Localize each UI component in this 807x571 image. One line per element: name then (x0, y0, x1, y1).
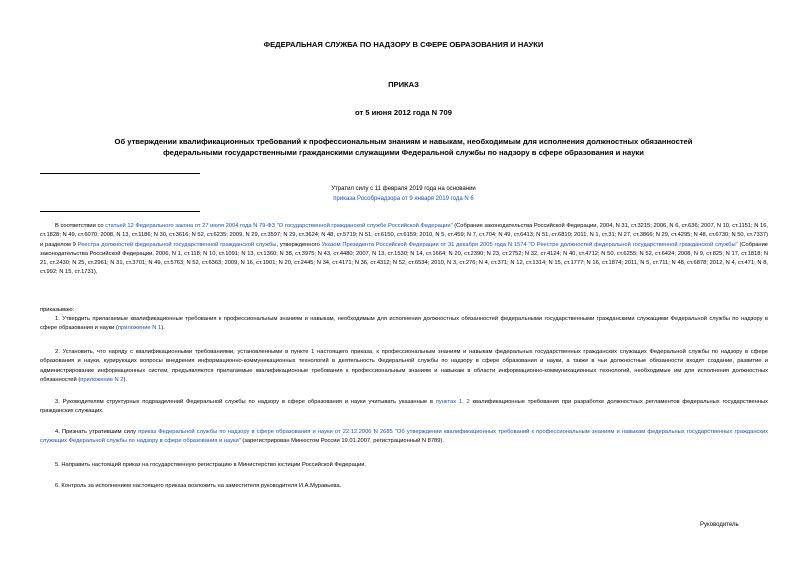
document-title (40, 136, 767, 158)
revocation-order-link[interactable]: приказа Рособрнадзора от 9 января 2019 года N 6 (333, 196, 474, 202)
preamble-paragraph (40, 222, 768, 278)
item-2 (40, 348, 768, 385)
law-article-12-link[interactable]: статьей 12 Федерального закона от 27 июля 2004 года N 79-ФЗ "О государственной гражданской службе Российской Федерации" (105, 223, 453, 229)
item-1 (40, 315, 768, 334)
appendix-1-link[interactable]: приложение N 1 (117, 325, 162, 332)
item-2-end: ). (123, 376, 128, 383)
item-1-end: ). (161, 325, 165, 332)
positions-registry-link[interactable]: Реестра должностей федеральной государственной гражданской службы (77, 241, 277, 248)
document-title-line-2: федеральными государственными гражданскими служащими Федеральной службы по надзору в сфере образования и науки (163, 148, 644, 157)
agency-name: ФЕДЕРАЛЬНАЯ СЛУЖБА ПО НАДЗОРУ В СФЕРЕ ОБРАЗОВАНИЯ И НАУКИ (263, 40, 544, 49)
items-1-2-link[interactable]: пунктах 1, 2 (435, 399, 470, 405)
item-3-end: квалификационные требования при разработке должностных регламентов федеральных государственных гражданских служащих. (40, 399, 768, 415)
preamble-lead: В соответствии со (55, 223, 106, 229)
item-5: 5. Направить настоящий приказ на государственную регистрацию в Министерство юстиции Российской Федерации. (55, 462, 367, 468)
item-3 (40, 398, 768, 417)
document-date-number: от 5 июня 2012 года N 709 (355, 108, 452, 117)
item-2-text: 2. Установить, что наряду с квалификационными требованиями, установленными в пункте 1 настоящего приказа, к профессиональным знаниям и навыкам федеральных государственных гражданских служащих Федеральной службы по надзору в сфере образования и науки, курирующих вопросы внедрения информационно-коммуникационных технологий в деятельность Федеральной службы по надзору в сфере образования и науки, а также в чьи должностные обязанности входят создание, развитие и администрирование информационных систем, предъявляются прилагаемые квалификационные требования к профессиональным знаниям и навыкам в области информационно-коммуникационных технологий, необходимые им для исполнения должностных обязанностей ( (40, 349, 768, 383)
preamble-text-2: (Собрание законодательства Российской Федерации, 2004, N 31, ст.3215; 2006, N 6, ст.636; 2007, N 10, ст.1151; N 16, ст.1828; N 49, ст.6070; 2008, N 13, ст.1186; N 30, ст.3616; N 52, ст.6235; 2009, N 29, ст.3597; N 29, ст.3624; N 48, ст.5719; N 51, ст.6150, ст.6159; 2010, N 5, ст.459; N 7, ст.704; N 49, ст.6413; N 51, ст.6810; 2011, N 1, ст.31; N 27, ст.3866; N 29, ст.4295; N 48, ст.6730; N 50, ст.7337) и разделом 9 (40, 223, 768, 248)
item-1-text: 1. Утвердить прилагаемые квалификационные требования к профессиональным знаниям и навыкам, необходимым для исполнения должностных обязанностей федеральными государственными гражданскими служащими Федеральной службы по надзору в сфере образования и науки ( (40, 316, 768, 332)
item-4-text: 4. Признать утратившим силу (55, 429, 139, 435)
revocation-notice (240, 184, 567, 204)
order-word: приказываю: (40, 307, 75, 313)
item-4-end: (зарегистрирован Минюстом России 19.01.2007, регистрационный N 8789). (240, 438, 444, 445)
preamble-text-3: , утвержденного (276, 241, 322, 248)
item-4 (40, 428, 768, 447)
divider-top (40, 173, 200, 174)
document-title-line-1: Об утверждении квалификационных требований к профессиональным знаниям и навыкам, необходимым для исполнения должностных обязанностей (114, 137, 693, 146)
president-decree-link[interactable]: Указом Президента Российской Федерации от 31 декабря 2005 года N 1574 "О Реестре должностей федеральной государственной гражданской службы" (321, 241, 738, 248)
item-6: 6. Контроль за исполнением настоящего приказа возложить на заместителя руководителя И.А.Муравьева. (55, 483, 342, 489)
item-3-text: 3. Руководителям структурных подразделений Федеральной службы по надзору в сфере образования и науки учитывать указанные в (55, 399, 436, 405)
divider-bottom (40, 211, 200, 212)
appendix-2-link[interactable]: приложение N 2 (80, 376, 124, 383)
signature-title: Руководитель (700, 522, 739, 528)
revoked-order-link[interactable]: приказ Федеральной службы по надзору в сфере образования и науки от 22.12.2006 N 2685 "Об утверждении квалификационных требований к профессиональным знаниям и навыкам федеральных государственных гражданских служащих Федеральной службы по надзору в сфере образования и науки" (40, 429, 768, 445)
preamble-text-4: (Собрание законодательства Российской Федерации, 2006, N 1, ст.118; N 10, ст.1091; N 13, ст.1360; N 38, ст.3975; N 43, ст.4480; 2007, N 13, ст.1530; N 14, ст.1664; N 20, ст.2390; N 23, ст.2752; N 32, ст.4124; N 40, ст.4712; N 50, ст.6255; N 52, ст.6424; 2008, N 9, ст.825; N 17, ст.1818; N 21, ст.2430; N 25, ст.2961; N 31, ст.3701; N 49, ст.5763; N 52, ст.6363; 2009, N 16, ст.1901; N 20, ст.2445; N 34, ст.4171; N 36, ст.4312; N 52, ст.6534; 2010, N 3, ст.276; N 4, ст.371; N 12, ст.1314; N 15, ст.1777; N 16, ст.1874; 2011, N 5, ст.711; N 48, ст.6878; 2012, N 4, ст.471; N 8, ст.992; N 15, ст.1731), (40, 241, 769, 276)
document-type: ПРИКАЗ (388, 80, 419, 89)
revocation-notice-text: Утратил силу с 11 февраля 2019 года на основании (331, 186, 476, 192)
